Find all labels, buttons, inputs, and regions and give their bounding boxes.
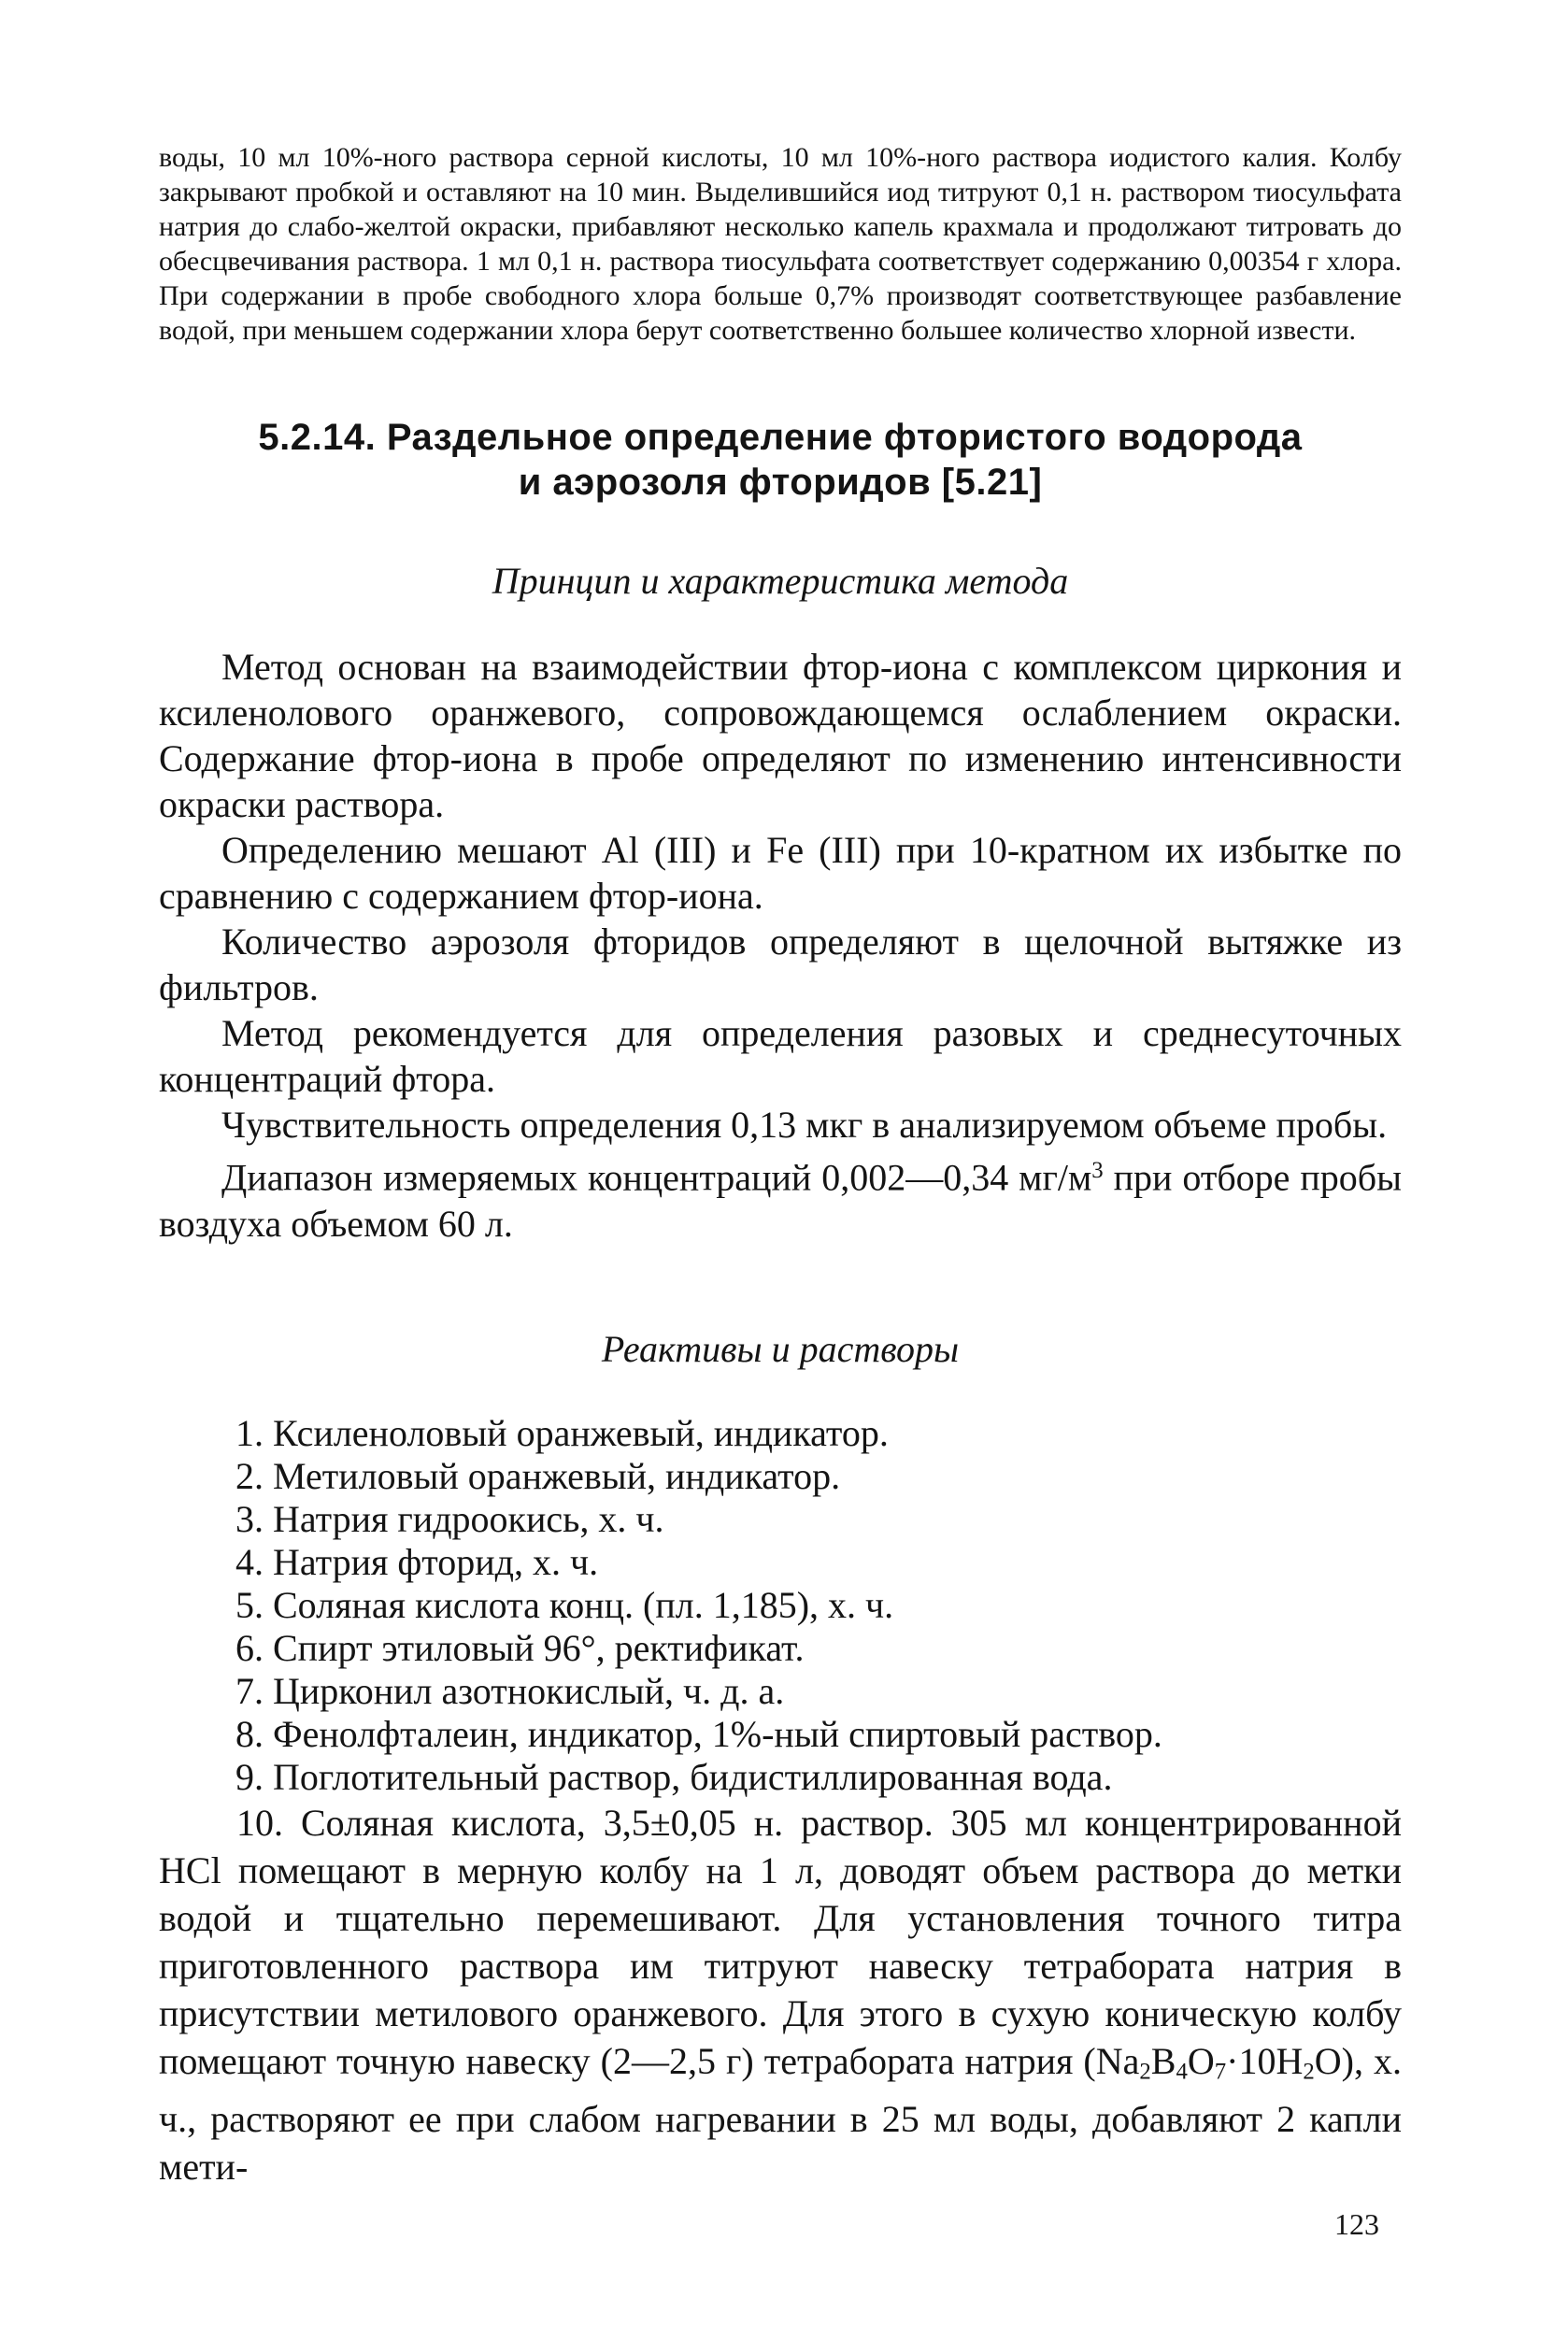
- range-text-before: Диапазон измеряемых концентраций 0,002—0,34 мг/м: [221, 1156, 1092, 1199]
- list-item-number: 8.: [235, 1712, 264, 1755]
- principle-paragraph-3: Количество аэрозоля фторидов определяют в щелочной вытяжке из фильтров.: [159, 920, 1402, 1008]
- list-item-text: Натрия гидроокись, х. ч.: [273, 1497, 664, 1540]
- list-item: [159, 1455, 1402, 1498]
- list-item: [159, 1498, 1402, 1541]
- list-item: [159, 1670, 1402, 1713]
- reagents-list: [159, 1412, 1402, 1799]
- list-item-text: Метиловый оранжевый, индикатор.: [273, 1454, 841, 1497]
- principle-paragraph-5: Чувствительность определения 0,13 мкг в анализируемом объеме пробы.: [221, 1104, 1388, 1146]
- page-content: [159, 140, 1402, 2190]
- list-item-number: 5.: [235, 1583, 264, 1626]
- reagents-heading: Реактивы и растворы: [601, 1327, 960, 1370]
- formula-subscript-4: 2: [1303, 2059, 1315, 2085]
- list-item: [159, 1584, 1402, 1627]
- principle-range-paragraph: [159, 1148, 1402, 1247]
- list-item-number: 6.: [235, 1626, 264, 1669]
- list-item-number: 9.: [235, 1755, 264, 1798]
- list-item-number: 1.: [235, 1411, 264, 1454]
- principle-heading: Принцип и характеристика метода: [492, 560, 1069, 602]
- section-heading: [159, 415, 1402, 505]
- principle-body: [159, 644, 1402, 1247]
- principle-paragraph-4: Метод рекомендуется для определения разовых и среднесуточных концентраций фтора.: [159, 1012, 1402, 1100]
- range-text-after: при отборе пробы воздуха объемом 60 л.: [159, 1156, 1402, 1245]
- formula-subscript-1: 2: [1139, 2059, 1151, 2085]
- list-item-text: Цирконил азотнокислый, ч. д. а.: [273, 1669, 785, 1712]
- list-item-text: Спирт этиловый 96°, ректификат.: [273, 1626, 805, 1669]
- list-item-number: 7.: [235, 1669, 264, 1712]
- list-item-number: 2.: [235, 1454, 264, 1497]
- list-item-text: Соляная кислота конц. (пл. 1,185), х. ч.: [273, 1583, 894, 1626]
- item10-text-after: O), х. ч., растворяют ее при слабом нагревании в 25 мл воды, добавляют 2 капли мети-: [159, 2039, 1402, 2189]
- section-title-line-1: 5.2.14. Раздельное определение фтористого водорода: [258, 417, 1303, 458]
- list-item: [159, 1756, 1402, 1799]
- principle-paragraph-2: Определению мешают Al (III) и Fe (III) при 10-кратном их избытке по сравнению с содержанием фтор-иона.: [159, 829, 1402, 917]
- list-item-text: Натрия фторид, х. ч.: [273, 1540, 599, 1583]
- section-title-line-2: и аэрозоля фторидов [5.21]: [518, 462, 1043, 503]
- principle-paragraph-1: Метод основан на взаимодействии фтор-иона с комплексом циркония и ксиленолового оранжевого, сопровождающемся ослаблением окраски. Содержание фтор-иона в пробе определяют по изменению интенсивности окраски раствора.: [159, 646, 1402, 825]
- formula-part-2: O: [1187, 2039, 1215, 2082]
- list-item-text: Фенолфталеин, индикатор, 1%-ный спиртовый раствор.: [273, 1712, 1162, 1755]
- list-item-number: 3.: [235, 1497, 264, 1540]
- formula-part-1: B: [1150, 2039, 1176, 2082]
- page-number: 123: [1334, 2207, 1379, 2241]
- list-item: [159, 1627, 1402, 1670]
- formula-subscript-3: 7: [1214, 2059, 1227, 2085]
- reagent-item-10: [159, 1799, 1402, 2190]
- list-item: [159, 1412, 1402, 1455]
- list-item-number: 4.: [235, 1540, 264, 1583]
- intro-paragraph-block: [159, 140, 1402, 348]
- intro-paragraph: воды, 10 мл 10%-ного раствора серной кислоты, 10 мл 10%-ного раствора иодистого калия. Колбу закрывают пробкой и оставляют на 10 мин. Выделившийся иод титруют 0,1 н. раствором тиосульфата натрия до слабо-желтой окраски, прибавляют несколько капель крахмала и продолжают титровать до обесцвечивания раствора. 1 мл 0,1 н. раствора тиосульфата соответствует содержанию 0,00354 г хлора. При содержании в пробе свободного хлора больше 0,7% производят соответствующее разбавление водой, при меньшем содержании хлора берут соответственно большее количество хлорной извести.: [159, 142, 1402, 346]
- list-item-text: Поглотительный раствор, бидистиллированная вода.: [273, 1755, 1113, 1798]
- list-item: [159, 1713, 1402, 1756]
- range-superscript: 3: [1091, 1158, 1104, 1183]
- formula-part-3: ·10H: [1226, 2039, 1304, 2082]
- item10-text-before: 10. Соляная кислота, 3,5±0,05 н. раствор. 305 мл концентрированной HCl помещают в мерную колбу на 1 л, доводят объем раствора до метки водой и тщательно перемешивают. Для установления точного титра приготовленного раствора им титруют навеску тетрабората натрия в присутствии метилового оранжевого. Для этого в сухую коническую колбу помещают точную навеску (2—2,5 г) тетрабората натрия (Na: [159, 1801, 1402, 2082]
- list-item: [159, 1541, 1402, 1584]
- formula-subscript-2: 4: [1176, 2059, 1188, 2085]
- list-item-text: Ксиленоловый оранжевый, индикатор.: [273, 1411, 889, 1454]
